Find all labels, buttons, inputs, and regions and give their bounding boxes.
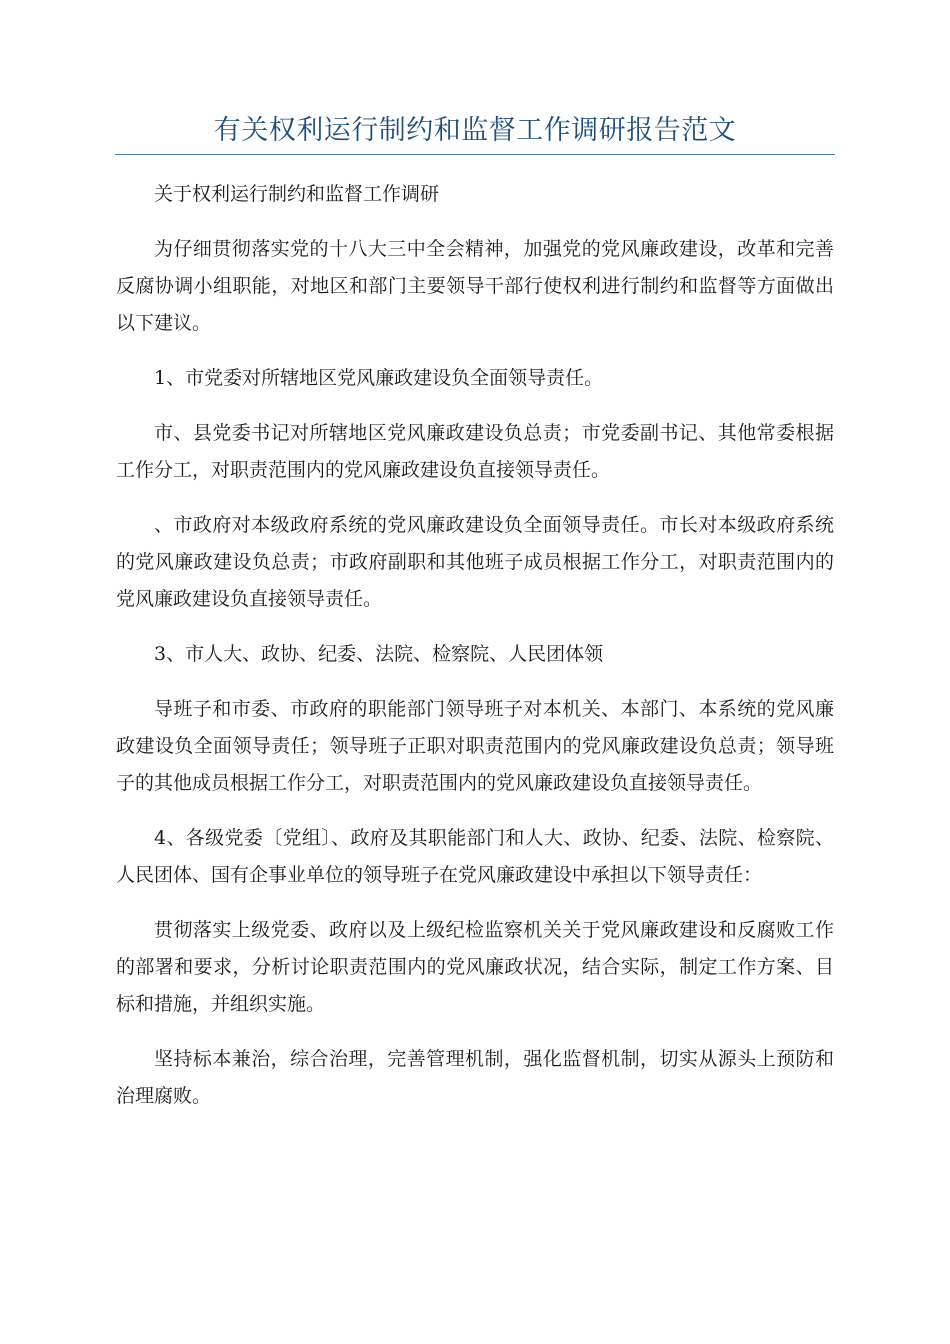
paragraph: 导班子和市委、市政府的职能部门领导班子对本机关、本部门、本系统的党风廉政建设负全面领导责任；领导班子正职对职责范围内的党风廉政建设负总责；领导班子的其他成员根据工作分工，对职责范围内的党风廉政建设负直接领导责任。: [116, 698, 834, 794]
title-underline: [115, 154, 835, 155]
paragraph-subtitle: 关于权利运行制约和监督工作调研: [154, 183, 440, 205]
document-body: [116, 176, 834, 1133]
document-title: 有关权利运行制约和监督工作调研报告范文: [213, 115, 737, 146]
paragraph: 4、各级党委〔党组〕、政府及其职能部门和人大、政协、纪委、法院、检察院、人民团体、国有企事业单位的领导班子在党风廉政建设中承担以下领导责任：: [116, 827, 834, 886]
paragraph: 为仔细贯彻落实党的十八大三中全会精神，加强党的党风廉政建设，改革和完善反腐协调小组职能，对地区和部门主要领导干部行使权利进行制约和监督等方面做出以下建议。: [116, 238, 834, 334]
paragraph: 贯彻落实上级党委、政府以及上级纪检监察机关关于党风廉政建设和反腐败工作的部署和要求，分析讨论职责范围内的党风廉政状况，结合实际，制定工作方案、目标和措施，并组织实施。: [116, 919, 834, 1015]
paragraph: 3、市人大、政协、纪委、法院、检察院、人民团体领: [154, 643, 604, 665]
paragraph: 1、市党委对所辖地区党风廉政建设负全面领导责任。: [154, 367, 604, 389]
paragraph: 、市政府对本级政府系统的党风廉政建设负全面领导责任。市长对本级政府系统的党风廉政建设负总责；市政府副职和其他班子成员根据工作分工，对职责范围内的党风廉政建设负直接领导责任。: [116, 514, 834, 610]
paragraph: 坚持标本兼治，综合治理，完善管理机制，强化监督机制，切实从源头上预防和治理腐败。: [116, 1048, 834, 1107]
paragraph: 市、县党委书记对所辖地区党风廉政建设负总责；市党委副书记、其他常委根据工作分工，对职责范围内的党风廉政建设负直接领导责任。: [116, 422, 834, 481]
